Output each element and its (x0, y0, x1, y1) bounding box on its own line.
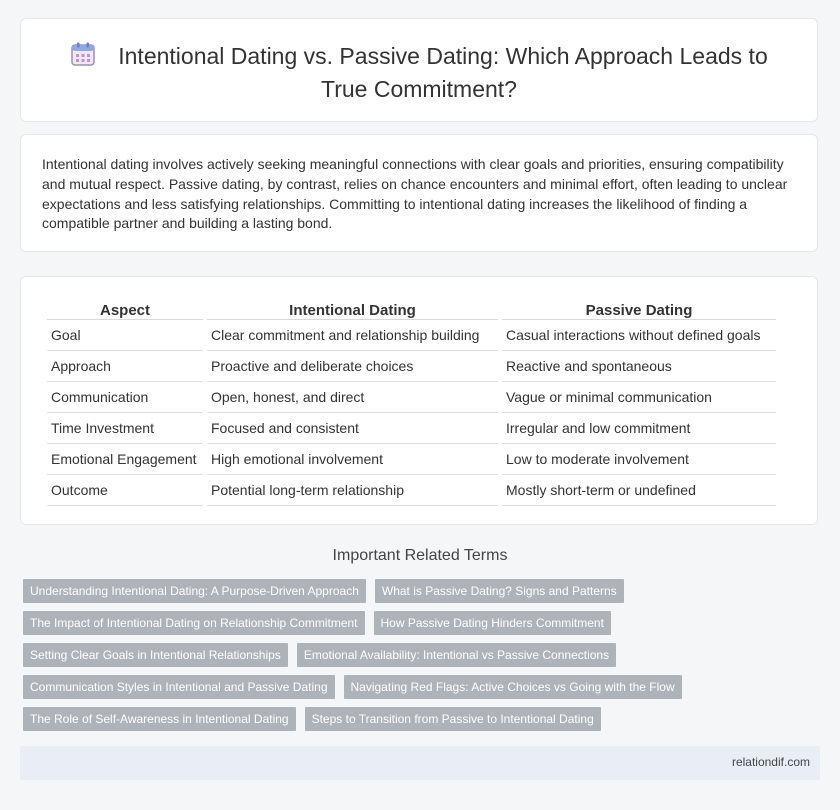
table-row (47, 444, 776, 475)
related-term-link[interactable]: How Passive Dating Hinders Commitment (374, 611, 611, 635)
table-cell: Low to moderate involvement (502, 444, 776, 475)
table-row (47, 413, 776, 444)
table-cell: Time Investment (47, 413, 203, 444)
comparison-card (20, 276, 818, 525)
table-cell: Emotional Engagement (47, 444, 203, 475)
related-terms-heading: Important Related Terms (332, 547, 508, 564)
table-header-row (47, 297, 776, 320)
table-cell: Approach (47, 351, 203, 382)
table-row (47, 475, 776, 506)
related-term-link[interactable]: The Impact of Intentional Dating on Relationship Commitment (23, 611, 365, 635)
comparison-table (43, 297, 780, 506)
table-cell: Irregular and low commitment (502, 413, 776, 444)
related-term-link[interactable]: Communication Styles in Intentional and Passive Dating (23, 675, 335, 699)
footer (20, 746, 820, 780)
table-cell: Proactive and deliberate choices (207, 351, 498, 382)
title-card (20, 18, 818, 122)
table-cell: Mostly short-term or undefined (502, 475, 776, 506)
related-term-link[interactable]: The Role of Self-Awareness in Intentional Dating (23, 707, 296, 731)
related-term-link[interactable]: Setting Clear Goals in Intentional Relationships (23, 643, 288, 667)
related-term-link[interactable]: Steps to Transition from Passive to Intentional Dating (305, 707, 601, 731)
site-name-link[interactable]: relationdif.com (731, 755, 810, 769)
table-cell: Goal (47, 320, 203, 351)
calendar-icon (70, 41, 96, 74)
table-cell: Casual interactions without defined goals (502, 320, 776, 351)
table-cell: Focused and consistent (207, 413, 498, 444)
table-cell: Clear commitment and relationship building (207, 320, 498, 351)
table-cell: Potential long-term relationship (207, 475, 498, 506)
table-row (47, 351, 776, 382)
related-term-link[interactable]: Understanding Intentional Dating: A Purpose-Driven Approach (23, 579, 366, 603)
column-header-passive: Passive Dating (502, 297, 776, 320)
intro-card (20, 134, 818, 252)
related-term-link[interactable]: What is Passive Dating? Signs and Patterns (375, 579, 624, 603)
table-cell: Open, honest, and direct (207, 382, 498, 413)
table-row (47, 382, 776, 413)
table-row (47, 320, 776, 351)
page-title: Intentional Dating vs. Passive Dating: Which Approach Leads to True Commitment? (118, 43, 768, 102)
table-cell: High emotional involvement (207, 444, 498, 475)
table-cell: Reactive and spontaneous (502, 351, 776, 382)
related-terms-list (23, 579, 823, 739)
related-term-link[interactable]: Navigating Red Flags: Active Choices vs Going with the Flow (344, 675, 682, 699)
related-term-link[interactable]: Emotional Availability: Intentional vs Passive Connections (297, 643, 616, 667)
table-cell: Vague or minimal communication (502, 382, 776, 413)
table-cell: Outcome (47, 475, 203, 506)
table-cell: Communication (47, 382, 203, 413)
column-header-intentional: Intentional Dating (207, 297, 498, 320)
column-header-aspect: Aspect (47, 297, 203, 320)
page-title-wrap (21, 41, 817, 104)
intro-paragraph: Intentional dating involves actively seeking meaningful connections with clear goals and priorities, ensuring compatibility and mutual respect. Passive dating, by contrast, relies on chance encounters and minimal effort, often leading to unclear expectations and less satisfying relationships. Committing to intentional dating increases the likelihood of finding a compatible partner and building a lasting bond. (42, 156, 788, 232)
